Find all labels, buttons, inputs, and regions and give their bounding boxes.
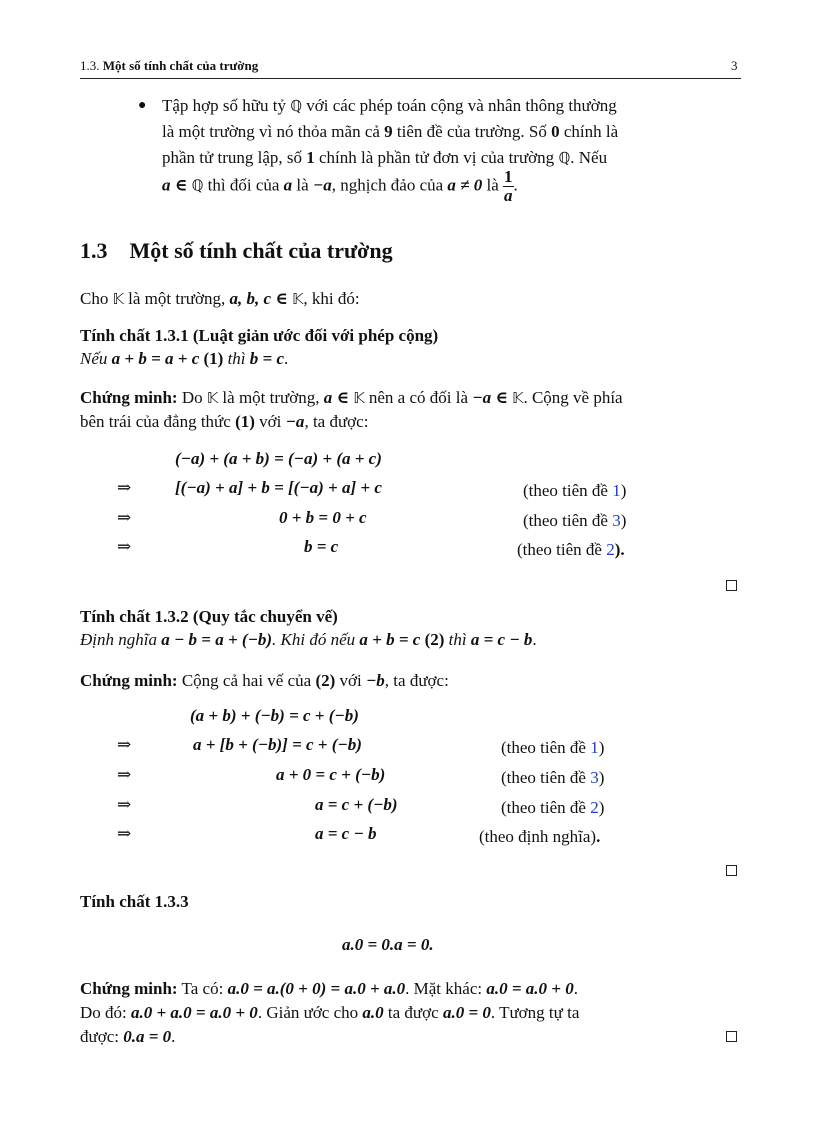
prop3-proof-line-3: được: 0.a = 0. (80, 1027, 176, 1046)
derivation-note: (theo tiên đề 3) (523, 511, 627, 530)
prop3-proof-line-2: Do đó: a.0 + a.0 = a.0 + 0. Giản ước cho a.0 ta được a.0 = 0. Tương tự ta (80, 1003, 580, 1022)
prop1-proof-line-1: Chứng minh: Do 𝕂 là một trường, a ∈ 𝕂 nên a có đối là −a ∈ 𝕂. Cộng về phía (80, 388, 623, 407)
prop2-title: Tính chất 1.3.2 (Quy tắc chuyển vế) (80, 607, 338, 626)
section-heading: 1.3 Một số tính chất của trường (80, 238, 393, 263)
derivation-arrow: ⇒ (117, 478, 132, 497)
page-number: 3 (731, 58, 738, 73)
prop2-definition: Định nghĩa a − b = a + (−b). Khi đó nếu a + b = c (2) thì a = c − b. (80, 630, 537, 649)
header-rule (80, 78, 741, 79)
prop1-statement: Nếu a + b = a + c (1) thì b = c. (80, 349, 289, 368)
bullet-line-4: a ∈ ℚ thì đối của a là −a, nghịch đảo của a ≠ 0 là $\frac{1}{a}$ . (162, 167, 518, 205)
derivation-expression: a + [b + (−b)] = c + (−b) (193, 735, 362, 754)
prop2-proof-line: Chứng minh: Cộng cả hai vế của (2) với −b, ta được: (80, 671, 449, 690)
fraction-one-over-a: $\frac{1}{a}$ (504, 167, 513, 205)
derivation-expression: (−a) + (a + b) = (−a) + (a + c) (175, 449, 382, 468)
header-title: Một số tính chất của trường (102, 58, 259, 73)
derivation-arrow: ⇒ (117, 795, 132, 814)
derivation-expression: (a + b) + (−b) = c + (−b) (190, 706, 359, 725)
qed-box (726, 863, 737, 881)
derivation-expression: [(−a) + a] + b = [(−a) + a] + c (175, 478, 382, 497)
derivation-arrow: ⇒ (117, 824, 132, 843)
prop3-display-equation: a.0 = 0.a = 0. (342, 935, 434, 954)
header-section-number: 1.3. (80, 58, 100, 73)
qed-box (726, 578, 737, 596)
derivation-expression: a = c − b (315, 824, 377, 843)
derivation-note: (theo tiên đề 3) (501, 768, 605, 787)
intro-line: Cho 𝕂 là một trường, a, b, c ∈ 𝕂, khi đó: (80, 289, 360, 308)
prop3-title: Tính chất 1.3.3 (80, 892, 189, 911)
derivation-expression: b = c (304, 537, 339, 556)
bullet-marker: ● (138, 98, 147, 113)
bullet-line-1: Tập hợp số hữu tỷ ℚ với các phép toán cộng và nhân thông thường (162, 96, 617, 115)
prop3-proof-line-1: Chứng minh: Ta có: a.0 = a.(0 + 0) = a.0 + a.0. Mặt khác: a.0 = a.0 + 0. (80, 979, 578, 998)
derivation-arrow: ⇒ (117, 735, 132, 754)
running-header (80, 58, 258, 74)
derivation-arrow: ⇒ (117, 765, 132, 784)
bullet-line-3: phần tử trung lập, số 1 chính là phần tử đơn vị của trường ℚ. Nếu (162, 148, 608, 167)
derivation-note: (theo tiên đề 2). (517, 540, 625, 559)
bullet-line-2: là một trường vì nó thỏa mãn cả 9 tiên đề của trường. Số 0 chính là (162, 122, 619, 141)
derivation-note: (theo tiên đề 2) (501, 798, 605, 817)
qed-box (726, 1029, 737, 1047)
derivation-arrow: ⇒ (117, 537, 132, 556)
derivation-note: (theo tiên đề 1) (501, 738, 605, 757)
derivation-expression: a = c + (−b) (315, 795, 398, 814)
derivation-expression: 0 + b = 0 + c (279, 508, 367, 527)
derivation-expression: a + 0 = c + (−b) (276, 765, 386, 784)
prop1-proof-line-2: bên trái của đẳng thức (1) với −a, ta được: (80, 412, 369, 431)
derivation-note: (theo định nghĩa). (479, 827, 601, 846)
derivation-arrow: ⇒ (117, 508, 132, 527)
prop1-title: Tính chất 1.3.1 (Luật giản ước đối với phép cộng) (80, 326, 439, 345)
derivation-note: (theo tiên đề 1) (523, 481, 627, 500)
